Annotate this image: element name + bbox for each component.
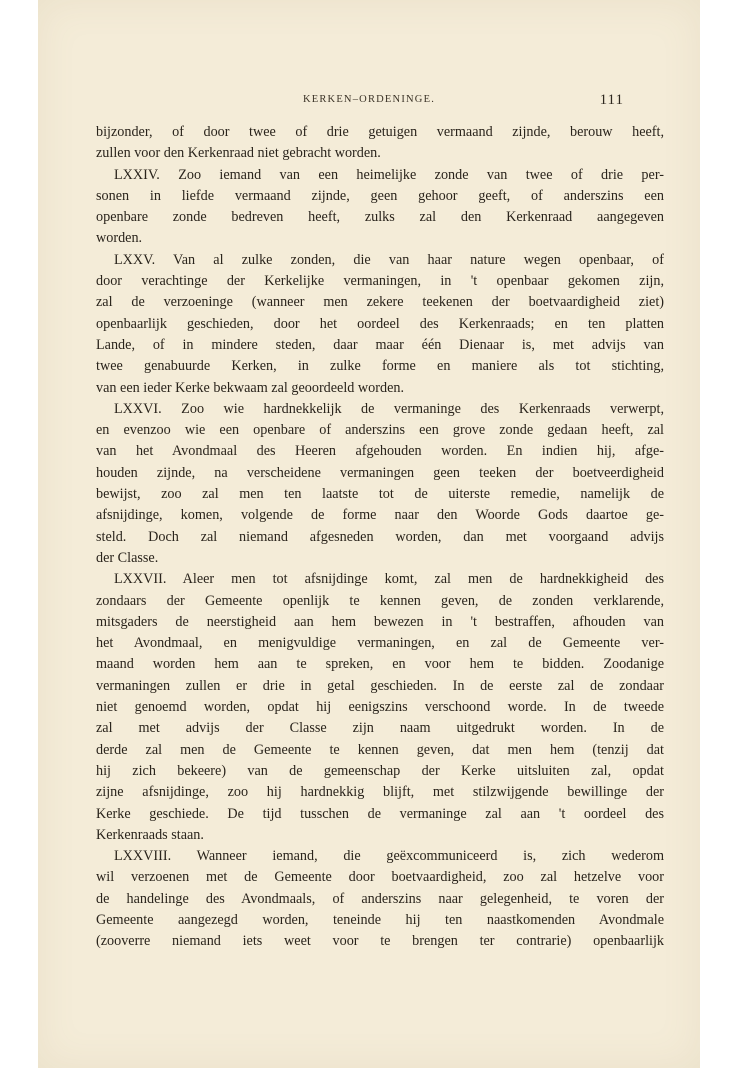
text-line: steld. Doch zal niemand afgesneden worden, dan met voorgaand advijs	[96, 528, 664, 545]
text-line: vermaningen zullen er drie in getal geschieden. In de eerste zal de zondaar	[96, 677, 664, 694]
text-line: niet genoemd worden, opdat hij eenigszins verschoond worde. In de tweede	[96, 699, 664, 716]
running-title: KERKEN–ORDENINGE.	[302, 94, 436, 105]
text-line: worden.	[96, 230, 143, 247]
text-line: openbaarlijk geschieden, door het oordeel des Kerkenraads; en ten platten	[96, 315, 664, 332]
text-line: en evenzoo wie een openbare of anderszins een grove zonde gedaan heeft, zal	[96, 422, 664, 439]
text-line: twee genabuurde Kerken, in zulke forme en maniere als tot stichting,	[96, 358, 664, 375]
text-line: maand worden hem aan te spreken, en voor hem te bidden. Zoodanige	[96, 656, 664, 673]
text-line: zijne afsnijdinge, zoo hij hardnekkig blijft, met stilzwijgende bewillinge der	[96, 784, 664, 801]
text-line: sonen in liefde vermaand zijnde, geen gehoor geeft, of anderszins een	[96, 187, 664, 204]
page-header	[38, 92, 700, 110]
text-line: zullen voor den Kerkenraad niet gebracht worden.	[96, 145, 381, 162]
page-number: 111	[599, 92, 624, 108]
text-line: zal de verzoeninge (wanneer men zekere teekenen der boetvaardigheid ziet)	[96, 294, 664, 311]
text-line: LXXVI. Zoo wie hardnekkelijk de vermaninge des Kerkenraads verwerpt,	[114, 400, 664, 417]
text-line: zal met advijs der Classe zijn naam uitgedrukt worden. In de	[96, 720, 664, 737]
text-line: LXXVII. Aleer men tot afsnijdinge komt, zal men de hardnekkigheid des	[114, 571, 664, 588]
text-line: houden zijnde, na verscheidene vermaningen geen teeken der boetveerdigheid	[96, 464, 664, 481]
text-line: LXXIV. Zoo iemand van een heimelijke zonde van twee of drie per-	[114, 166, 664, 183]
text-line: bijzonder, of door twee of drie getuigen vermaand zijnde, berouw heeft,	[96, 124, 664, 140]
text-line: LXXV. Van al zulke zonden, die van haar nature wegen openbaar, of	[114, 251, 664, 268]
text-line: Lande, of in mindere steden, daar maar één Dienaar is, met advijs van	[96, 336, 664, 353]
text-line: LXXVIII. Wanneer iemand, die geëxcommuniceerd is, zich wederom	[114, 848, 664, 865]
text-line: de handelinge des Avondmaals, of anderszins naar gelegenheid, te voren der	[96, 890, 664, 907]
book-page	[38, 0, 700, 1068]
text-line: (zooverre niemand iets weet voor te brengen ter contrarie) openbaarlijk	[96, 933, 664, 950]
text-line: van het Avondmaal des Heeren afgehouden worden. En indien hij, afge-	[96, 443, 664, 460]
text-line: bewijst, zoo zal men ten laatste tot de uiterste remedie, namelijk de	[96, 486, 664, 503]
text-line: openbare zonde bedreven heeft, zulks zal den Kerkenraad aangegeven	[96, 209, 664, 226]
text-line: mitsgaders de neerstigheid aan hem bewezen in 't bestraffen, afhouden van	[96, 613, 664, 630]
text-line: Kerkenraads staan.	[96, 826, 204, 843]
text-line: derde zal men de Gemeente te kennen geven, dat men hem (tenzij dat	[96, 741, 664, 758]
text-line: door verachtinge der Kerkelijke vermaningen, in 't openbaar gekomen zijn,	[96, 273, 664, 290]
text-line: wil verzoenen met de Gemeente door boetvaardigheid, zoo zal hetzelve voor	[96, 869, 664, 886]
text-line: zondaars der Gemeente openlijk te kennen geven, de zonden verklarende,	[96, 592, 664, 609]
body-text	[96, 122, 664, 953]
text-line: Gemeente aangezegd worden, teneinde hij ten naastkomenden Avondmale	[96, 911, 664, 928]
text-line: afsnijdinge, komen, volgende de forme naar den Woorde Gods daartoe ge-	[96, 507, 664, 524]
text-line: Kerke geschiede. De tijd tusschen de vermaninge zal aan 't oordeel des	[96, 805, 664, 822]
text-line: der Classe.	[96, 549, 159, 566]
text-line: het Avondmaal, en menigvuldige vermaningen, en zal de Gemeente ver-	[96, 635, 664, 652]
text-line: van een ieder Kerke bekwaam zal geoordeeld worden.	[96, 379, 405, 396]
text-line: hij zich bekeere) van de gemeenschap der Kerke uitsluiten zal, opdat	[96, 762, 664, 779]
